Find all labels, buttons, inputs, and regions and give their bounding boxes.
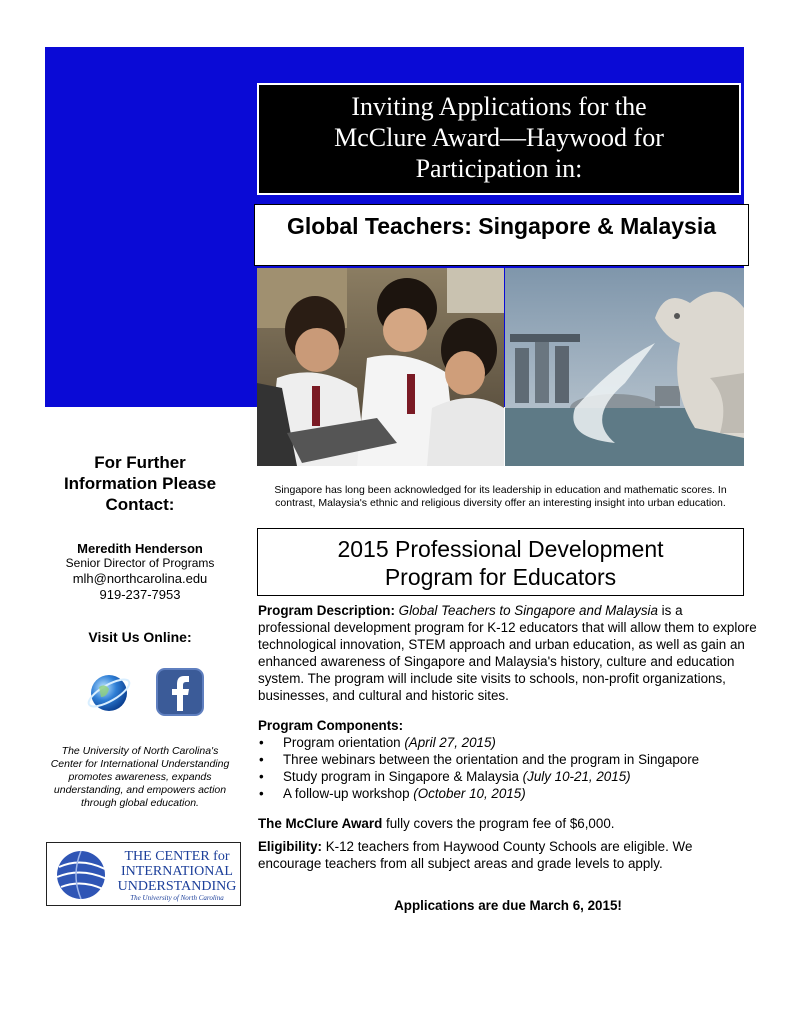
photo-caption: Singapore has long been acknowledged for its leadership in education and mathematic scores. In contrast, Malaysia's ethnic and religious diversity offer an interesting insight into urban education. — [274, 484, 727, 509]
logo-text — [113, 849, 241, 903]
logo-subtitle: The University of North Carolina — [130, 894, 224, 902]
contact-heading-line: Information Please — [63, 474, 217, 493]
program-description — [258, 602, 758, 704]
award-detail: fully covers the program fee of $6,000. — [382, 816, 615, 831]
contact-heading — [35, 452, 245, 515]
program-details — [258, 602, 758, 872]
mission-line: Center for International Understanding — [50, 758, 230, 770]
globe-logo-icon — [51, 847, 113, 906]
students-photo — [257, 268, 504, 466]
globe-icon[interactable] — [85, 669, 133, 722]
award-label: The McClure Award — [258, 816, 383, 831]
award-text — [258, 815, 758, 832]
contact-email[interactable]: mlh@northcarolina.edu — [72, 571, 208, 586]
mission-statement — [35, 745, 245, 810]
program-subtitle: Global Teachers: Singapore & Malaysia — [254, 204, 749, 266]
mission-line: understanding, and empowers action — [53, 784, 227, 796]
item-text: A follow-up workshop — [283, 786, 414, 801]
mission-line: The University of North Carolina's — [61, 745, 219, 757]
description-label: Program Description: — [258, 603, 395, 618]
components-list — [258, 734, 758, 802]
title-line: McClure Award—Haywood for — [334, 123, 664, 152]
contact-heading-line: Contact: — [105, 495, 175, 514]
contact-name: Meredith Henderson — [77, 541, 203, 556]
logo-line: INTERNATIONAL — [121, 864, 233, 879]
visit-online-heading: Visit Us Online: — [88, 629, 192, 645]
item-text: Study program in Singapore & Malaysia — [283, 769, 523, 784]
program-title-line: Program for Educators — [384, 564, 617, 590]
logo-line: UNDERSTANDING — [117, 879, 237, 894]
list-item — [258, 785, 758, 802]
item-text: Program orientation — [283, 735, 405, 750]
title-line: Inviting Applications for the — [351, 92, 647, 121]
item-date: (April 27, 2015) — [404, 735, 496, 750]
facebook-icon[interactable] — [155, 667, 205, 722]
center-logo[interactable] — [46, 842, 241, 906]
description-italic: Global Teachers to Singapore and Malaysia — [398, 603, 658, 618]
eligibility-detail: K-12 teachers from Haywood County Schools are eligible. We encourage teachers from all subject areas and grade levels to apply. — [258, 839, 693, 871]
item-date: (July 10-21, 2015) — [522, 769, 631, 784]
components-label: Program Components: — [258, 718, 404, 733]
program-title-box — [257, 528, 744, 596]
eligibility-text — [258, 838, 758, 872]
program-title-line: 2015 Professional Development — [337, 536, 664, 562]
deadline-notice: Applications are due March 6, 2015! — [394, 898, 622, 913]
contact-title: Senior Director of Programs — [65, 556, 215, 570]
mission-line: through global education. — [81, 797, 199, 809]
mission-line: promotes awareness, expands — [68, 771, 212, 783]
logo-line: THE CENTER for — [124, 849, 230, 864]
social-icons — [85, 667, 215, 717]
contact-phone: 919-237-7953 — [99, 587, 181, 602]
contact-sidebar — [35, 452, 245, 648]
list-item — [258, 734, 758, 751]
eligibility-label: Eligibility: — [258, 839, 322, 854]
contact-heading-line: For Further — [94, 453, 186, 472]
title-line: Participation in: — [415, 154, 583, 183]
item-date: (October 10, 2015) — [413, 786, 526, 801]
title-box — [257, 83, 741, 195]
merlion-photo — [505, 268, 744, 466]
item-text: Three webinars between the orientation and the program in Singapore — [283, 752, 700, 767]
list-item — [258, 768, 758, 785]
description-text: is a professional development program for K-12 educators that will allow them to explore technological innovation, STEM approach and urban education, as well as gain an enhanced awareness of Singapore and Malaysia's history, culture and education system. The program will include site visits to schools, non-profit organizations, businesses, and cultural and historic sites. — [258, 603, 757, 703]
list-item — [258, 751, 758, 768]
